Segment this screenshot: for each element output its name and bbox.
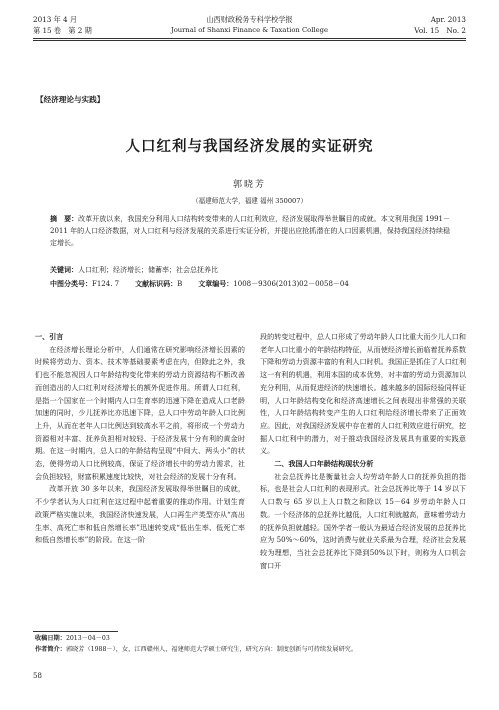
article-id-label: 文章编号： xyxy=(198,280,234,288)
journal-date: 2013 年 4 月 xyxy=(33,15,78,24)
page-number: 58 xyxy=(33,672,42,680)
clc-value: F124. 7 xyxy=(92,280,120,288)
intro-paragraph-2: 改革开放 30 多年以来，我国经济发展取得举世瞩目的成就，不少学者认为人口红利在这过程中起着重要的推动作用。计划生育政策严格实施以来，我国经济快速发展，人口再生产类型亦从“高出生率、高死亡率和低自然增长率”迅速转变成“低出生率、低死亡率和低自然增长率”的阶段。在这一阶 xyxy=(35,484,245,545)
section2-paragraph-1: 社会总抚养比是衡量社会人均劳动年龄人口的抚养负担的指标，也是社会人口红利的表现形式。社会总抚养比等于 14 岁以下人口数与 65 岁以上人口数之和除以 15－64 岁劳动年龄人口数。一个经济体的总抚养比越低，人口红利就越高，意味着劳动力的抚养负担就越轻。国外学者一般认为最适合经济发展的总抚养比应为 50%～60%，这时消费与就业关系最为合理，经济社会发展较为理想，当社会总抚养比下降到50%以下时，则称为人口机会窗口开 xyxy=(260,471,466,570)
article-title: 人口红利与我国经济发展的实证研究 xyxy=(125,139,374,155)
clc-label: 中图分类号： xyxy=(50,280,92,288)
body-column-right xyxy=(260,331,466,572)
footnote-received xyxy=(35,634,465,643)
body-column-left xyxy=(35,331,245,547)
doc-code-value: B xyxy=(177,280,183,288)
abstract xyxy=(50,213,450,250)
section-heading-intro: 一、引言 xyxy=(35,332,64,341)
author-bio-label: 作者简介： xyxy=(35,646,66,653)
section-heading-2: 二、我国人口年龄结构现状分析 xyxy=(274,459,374,469)
author-affiliation: （福建师范大学，福建 福州 350007） xyxy=(191,197,308,205)
keywords-text: 人口红利；经济增长；储蓄率；社会总抚养比 xyxy=(78,266,218,274)
footnote-author-bio xyxy=(35,645,465,654)
keywords-line xyxy=(50,265,450,275)
received-label: 收稿日期： xyxy=(35,635,66,642)
header-rule-thick xyxy=(33,40,466,41)
journal-name-cn: 山西财政税务专科学校学报 xyxy=(206,15,293,24)
footnote-rule xyxy=(33,631,118,632)
article-author: 郭晓芳 xyxy=(232,180,266,190)
journal-name-en: Journal of Shanxi Finance & Taxation College xyxy=(170,26,329,34)
journal-volume-issue: 第 15 卷 第 2 期 xyxy=(33,26,92,35)
article-id-value: 1008－9306(2013)02－0058－04 xyxy=(233,280,349,288)
doc-code-label: 文献标识码： xyxy=(135,280,178,288)
classification-line xyxy=(50,279,450,289)
abstract-label: 摘 要： xyxy=(50,215,79,223)
intro-paragraph-1: 在经济增长理论分析中，人们通常在研究影响经济增长因素的时候将劳动力、资本、技术等基础要素考虑在内，但除此之外，我们也不能忽视因人口年龄结构变化带来的劳动力资源结构不断改善而创造出的人口红利对经济增长的额外促进作用。所谓人口红利，是指一个国家在一个时期内人口生育率的迅速下降在造成人口老龄加速的同时，少儿抚养比亦迅速下降，总人口中劳动年龄人口比例上升，从而在老年人口比例达到较高水平之前，将形成一个劳动力资源相对丰富、抚养负担相对较轻、于经济发展十分有利的黄金时期。在这一时期内，总人口的年龄结构呈现“中间大、两头小”的状态，使得劳动人口比例较高，保证了经济增长中的劳动力需求，社会负担较轻，财富积累速度比较快，对社会经济的发展十分有利。 xyxy=(35,344,245,481)
intro-paragraph-continued: 段的转变过程中，总人口形成了劳动年龄人口比重大而少儿人口和老年人口比重小的年龄结构特征，从而使经济增长面临着抚养系数下降和劳动力资源丰富的有利人口时机。我国正是抓住了人口红利这一有利的机遇，利用本国的成本优势，对丰富的劳动力资源加以充分利用，从而促进经济的快速增长。越来越多的国际经验同样证明，人口年龄结构变化和经济高速增长之间表现出非常强的关联性，人口年龄结构转变产生的人口红利给经济增长带来了正面效应。因此，对我国经济发展中存在着的人口红利效应进行研究，挖掘人口红利中的潜力，对于推动我国经济发展具有重要的实践意义。 xyxy=(260,332,466,456)
section-category: 【经济理论与实践】 xyxy=(36,95,105,104)
keywords-label: 关键词： xyxy=(50,266,78,274)
journal-volume-en: Vol. 15 No. 2 xyxy=(414,26,466,35)
author-bio-text: 郭晓芳（1988－），女，江西赣州人，福建师范大学硕士研究生，研究方向：制度创新与可持续发展研究。 xyxy=(65,646,358,653)
received-date: 2013－04－03 xyxy=(65,635,110,642)
abstract-text: 改革开放以来，我国充分利用人口结构转变带来的人口红利效应，经济发展取得举世瞩目的成就。本文利用我国 1991－2011 年的人口经济数据，对人口红利与经济发展的关系进行实证分析，并提出应抢抓潜在的人口因素机遇，保持我国经济持续稳定增长。 xyxy=(50,215,451,248)
journal-date-en: Apr. 2013 xyxy=(430,15,466,24)
header-rule-thin xyxy=(33,38,466,39)
